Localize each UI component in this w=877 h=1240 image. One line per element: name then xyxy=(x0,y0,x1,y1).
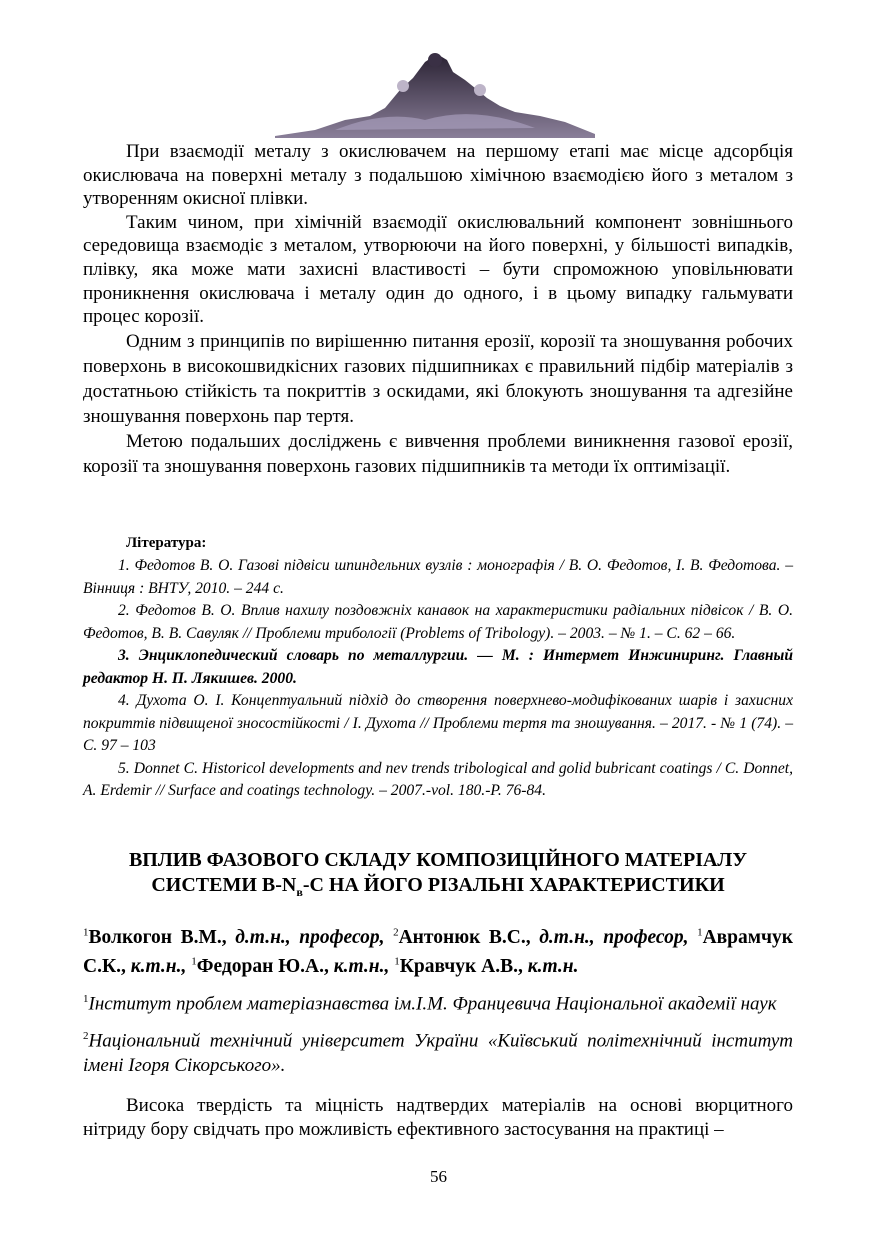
references xyxy=(83,533,793,803)
page-number: 56 xyxy=(430,1167,447,1186)
paragraph: Метою подальших досліджень є вивчення проблеми виникнення газової ерозії, корозії та зношування поверхонь газових підшипників та методи їх оптимізації. xyxy=(83,430,793,477)
affiliation: $^2$Національний технічний університет України «Київський політехнічний інститут імені Ігоря Сікорського». xyxy=(83,1030,793,1076)
references-heading: Література: xyxy=(126,535,207,551)
authors-block xyxy=(83,920,793,1078)
reference-item: 4. Духота О. І. Концептуальний підхід до створення поверхнево-модифікованих шарів і захисних покриттів підвищеної зносостійкості / І. Духота // Проблеми тертя та зношування. – 2017. - № 1 (74). – С. 97 – 103 xyxy=(83,692,793,754)
paragraph: Таким чином, при хімічній взаємодії окислювальний компонент зовнішнього середовища взаємодіє з металом, утворюючи на його поверхні, у більшості випадків, плівку, яка може мати захисні властивості – бути спроможною уповільнювати проникнення окислювача і металу один до одного, і в цьому випадку гальмувати процес корозії. xyxy=(83,211,793,328)
author: $^1$Федоран Ю.А., к.т.н., xyxy=(191,955,390,977)
header-sculpture-image xyxy=(275,50,595,138)
author: $^1$Волкогон В.М., д.т.н., професор, xyxy=(83,926,385,948)
author: $^2$Антонюк В.С., д.т.н., професор, xyxy=(393,926,689,948)
paragraph: Одним з принципів по вирішенню питання ерозії, корозії та зношування робочих поверхонь в високошвидкісних газових підшипниках є правильний підбір матеріалів з достатньою стійкість та покриттів з оскидами, які блокують зношування та адгезійне зношування поверхонь пар тертя. xyxy=(83,330,793,427)
reference-item: 5. Donnet C. Historicol developments and nev trends tribological and golid bubricant coatings / C. Donnet, A. Erdemir // Surface and coatings technology. – 2007.-vol. 180.-P. 76-84. xyxy=(83,759,793,799)
paragraph: Висока твердість та міцність надтвердих матеріалів на основі вюрцитного нітриду бору свідчать про можливість ефективного застосування на практиці – xyxy=(83,1095,793,1140)
author: $^1$Аврамчук С.К., к.т.н., xyxy=(83,926,794,977)
reference-item: 2. Федотов В. О. Вплив нахилу поздовжніх канавок на характеристики радіальних підвісок / В. О. Федотов, В. В. Савуляк // Проблеми трибології (Problems of Tribology). – 2003. – № 1. – С. 62 – 66. xyxy=(83,602,793,642)
title-line-2 xyxy=(83,873,793,905)
author: $^1$Кравчук А.В., к.т.н. xyxy=(394,955,579,977)
title-part: СИСТЕМИ B-N xyxy=(151,874,297,896)
authors-list xyxy=(83,920,793,979)
body-text xyxy=(83,140,793,479)
article-intro xyxy=(83,1094,793,1141)
reference-item: 3. Энциклопедический словарь по металлургии. — М. : Интермет Инжиниринг. Главный редактор Н. П. Лякишев. 2000. xyxy=(83,647,793,687)
paragraph: При взаємодії металу з окислювачем на першому етапі має місце адсорбція окислювача на поверхні металу з подальшою хімічною взаємодією його з металом з утворенням окисної плівки. xyxy=(83,141,793,210)
reference-item: 1. Федотов В. О. Газові підвіси шпиндельних вузлів : монографія / В. О. Федотов, І. В. Федотова. – Вінниця : ВНТУ, 2010. – 244 с. xyxy=(83,557,793,597)
title-line-1: ВПЛИВ ФАЗОВОГО СКЛАДУ КОМПОЗИЦІЙНОГО МАТЕРІАЛУ xyxy=(128,849,748,871)
title-part: -C НА ЙОГО РІЗАЛЬНІ ХАРАКТЕРИСТИКИ xyxy=(302,874,725,896)
title-subscript: в xyxy=(296,885,303,899)
affiliation: $^1$Інститут проблем матеріазнавства ім.І.М. Францевича Національної академії наук xyxy=(83,993,777,1015)
article-title xyxy=(83,848,793,905)
